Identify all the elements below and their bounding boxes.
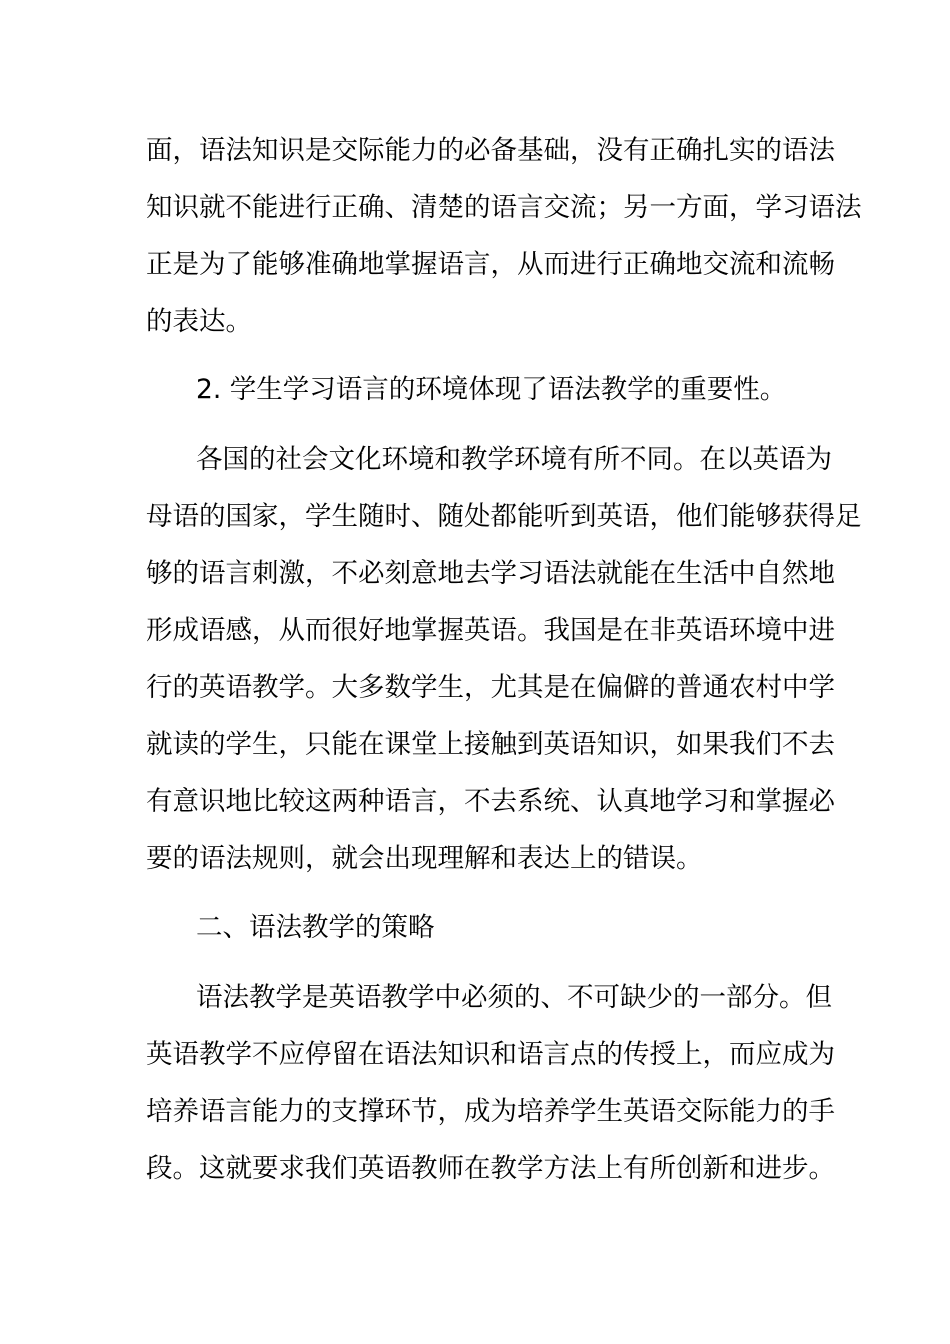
paragraph-line: 各国的社会文化环境和教学环境有所不同。在以英语为 [196, 444, 832, 475]
paragraph-line: 面，语法知识是交际能力的必备基础，没有正确扎实的语法 [146, 135, 835, 166]
paragraph-line: 母语的国家，学生随时、随处都能听到英语，他们能够获得足 [146, 501, 862, 532]
paragraph-line: 培养语言能力的支撑环节，成为培养学生英语交际能力的手 [146, 1096, 835, 1127]
paragraph-line: 行的英语教学。大多数学生，尤其是在偏僻的普通农村中学 [146, 672, 835, 703]
paragraph-line: 形成语感，从而很好地掌握英语。我国是在非英语环境中进 [146, 615, 835, 646]
paragraph-line: 正是为了能够准确地掌握语言，从而进行正确地交流和流畅 [146, 249, 835, 280]
paragraph-line: 的表达。 [146, 306, 252, 337]
paragraph-line: 语法教学是英语教学中必须的、不可缺少的一部分。但 [196, 982, 832, 1013]
paragraph-line: 有意识地比较这两种语言，不去系统、认真地学习和掌握必 [146, 786, 835, 817]
paragraph-line: 英语教学不应停留在语法知识和语言点的传授上，而应成为 [146, 1039, 835, 1070]
paragraph-line: 够的语言刺激，不必刻意地去学习语法就能在生活中自然地 [146, 558, 835, 589]
paragraph-line: 就读的学生，只能在课堂上接触到英语知识，如果我们不去 [146, 729, 835, 760]
paragraph-line: 段。这就要求我们英语教师在教学方法上有所创新和进步。 [146, 1153, 835, 1184]
paragraph-line: 要的语法规则，就会出现理解和表达上的错误。 [146, 843, 703, 874]
paragraph-line: 知识就不能进行正确、清楚的语言交流；另一方面，学习语法 [146, 192, 862, 223]
section-heading: 二、语法教学的策略 [196, 912, 435, 943]
section-heading: 2. 学生学习语言的环境体现了语法教学的重要性。 [196, 374, 787, 405]
